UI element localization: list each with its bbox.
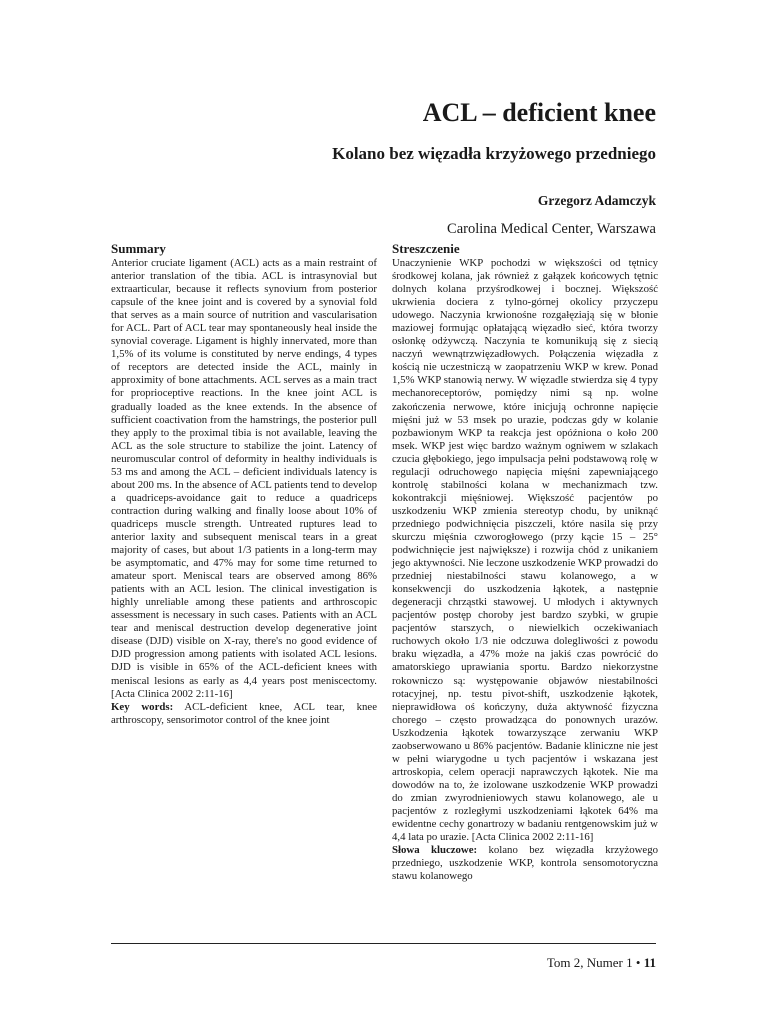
streszczenie-keywords: [392, 844, 658, 883]
summary-body: Anterior cruciate ligament (ACL) acts as a main restraint of anterior translation of the tibia. ACL is intrasynovial but extraarticular, because it reflects synovium from posterior capsule of the knee joint and is covered by a synovial fold that serves as a main source of nutrition and vascularisation for ACL. Part of ACL tear may spontaneously heal inside the synovial coverage. Ligament is highly innervated, more than 1,5% of its volume is constituted by nerve endings, 4 types of receptors are detected inside the ACL, mainly in approximity of bone attachments. ACL serves as a main tract for proprioceptive reactions. In the knee joint ACL is gradually loaded as the knee extends. In the absence of sufficient coactivation from the hamstrings, the posterior pull they apply to the proximal tibia is not available, leaving the ACL as the sole structure to stabilize the joint. Latency of neuromuscular control of deformity in healthy individuals is 53 ms and among the ACL – deficient individuals latency is about 200 ms. In the absence of ACL patients tend to develop a quadriceps-avoidance gait to reduce a quadriceps contraction during walking and finally loose about 10% of quadriceps muscle strength. Untreated ruptures lead to anterior laxity and subsequent meniscal tears in a great majority of cases, but about 1/3 patients in a long-term may be asymptomatic, and 47% may for some time returned to amateur sport. Meniscal tears are observed among 86% patients with an ACL lesion. The clinical investigation is highly unreliable among these patients and arthroscopic assessment is necessary in such cases. Patients with an ACL tear and meniscal destruction develop degenerative joint disease (DJD) visible on X-ray, there's no good evidence of DJD progression among patients with isolated ACL lesions. DJD is visible in 65% of the ACL-deficient knees with meniscal lesions as early as 4,4 years post meniscectomy. [Acta Clinica 2002 2:11-16]: [111, 257, 377, 700]
streszczenie-heading: Streszczenie: [392, 241, 460, 256]
article-title: ACL – deficient knee: [422, 98, 656, 127]
page-footer: [547, 955, 656, 971]
page-number: 11: [643, 955, 656, 970]
streszczenie-keywords-text: kolano bez więzadła krzyżowego przedniego, uszkodzenie WKP, kontrola sensomotoryczna stawu kolanowego: [392, 844, 658, 883]
summary-keywords: [111, 701, 377, 727]
summary-heading: Summary: [111, 241, 166, 256]
summary-column: [111, 242, 377, 727]
footer-bullet: •: [635, 955, 641, 970]
article-subtitle: Kolano bez więzadła krzyżowego przedniego: [332, 144, 656, 163]
streszczenie-body: Unaczynienie WKP pochodzi w większości od tętnicy środkowej kolana, jak również z gałązek końcowych tętnic dolnych kolana przyśrodkowej i bocznej. Większość ukrwienia dociera z tylno-górnej okolicy przyczepu udowego. Naczynia krwionośne rozgałęziają się w błonie maziowej formując opłatającą więzadło sieć, która tworzy osłonkę odżywczą. Naczynia te komunikują się z siecią naczyń wewnątrzwięzadłowych. Połączenia więzadła z kością nie uczestniczą w zaopatrzeniu WKP w krew. Ponad 1,5% WKP stanowią nerwy. W więzadle stwierdza się 4 typy mechanoreceptorów, pomiędzy nimi są np. wolne zakończenia nerwowe, które inicjują ochronne napięcie mięśni już w 53 msek po urazie, podczas gdy w kolanie pozbawionym WKP ta reakcja jest opóźniona o koło 200 msek. WKP jest więc bardzo ważnym ogniwem w szlakach czucia głębokiego, jego impulsacja pełni podstawową rolę w regulacji odruchowego napięcia mięśni zapewniającego kontrolę stabilności kolana w mechanizmach tzw. kokontrakcji mięśniowej. Większość pacjentów po uszkodzeniu WKP zmienia stereotyp chodu, by uniknąć przedniego podwichnięcia piszczeli, które nasila się przy skurczu mięśnia czworogłowego (przy kącie 15 – 25° podwichnięcie jest największe) i rozwija chód z unikaniem jego aktywności. Nie leczone uszkodzenie WKP prowadzi do przedniej niestabilności stawu kolanowego, a w konsekwencji do uszkodzenia łąkotek, a następnie degeneracji chrząstki stawowej. U młodych i aktywnych pacjentów postęp choroby jest bardzo szybki, w grupie pacjentów starszych, o niewielkich oczekiwaniach ruchowych około 1/3 nie odczuwa dolegliwości z powodu braku więzadła, a 47% może na jakiś czas powrócić do amatorskiego uprawiania sportu. Bardzo niekorzystne rokowniczo są: występowanie objawów niestabilności rotacyjnej, np. testu pivot-shift, uszkodzenie łąkotek, nieprawidłowa oś kończyny, duża aktywność fizyczna chorego – często prowadząca do ponownych urazów. Uszkodzenia łąkotek towarzyszące zerwaniu WKP zaobserwowano u 86% pacjentów. Badanie kliniczne nie jest w pełni wiarygodne u tych pacjentów i wskazana jest artroskopia, celem operacji naprawczych łąkotek. Nie ma dowodów na to, że izolowane uszkodzenie WKP prowadzi do zmian zwyrodnieniowych stawu kolanowego, ale u pacjentów z rozległymi uszkodzeniami łąkotek 64% ma ewidentne cechy gonartrozy w badaniu rentgenowskim już w 4,4 lata po urazie. [Acta Clinica 2002 2:11-16]: [392, 257, 658, 844]
footer-divider: [111, 943, 656, 944]
journal-volume: Tom 2, Numer 1: [546, 955, 633, 970]
author-name: Grzegorz Adamczyk: [537, 193, 656, 208]
summary-keywords-text: ACL-deficient knee, ACL tear, knee arthroscopy, sensorimotor control of the knee joint: [111, 700, 377, 726]
streszczenie-column: [392, 242, 658, 883]
author-affiliation: Carolina Medical Center, Warszawa: [447, 221, 656, 237]
streszczenie-keywords-label: Słowa kluczowe:: [392, 844, 478, 857]
summary-keywords-label: Key words:: [111, 700, 174, 713]
